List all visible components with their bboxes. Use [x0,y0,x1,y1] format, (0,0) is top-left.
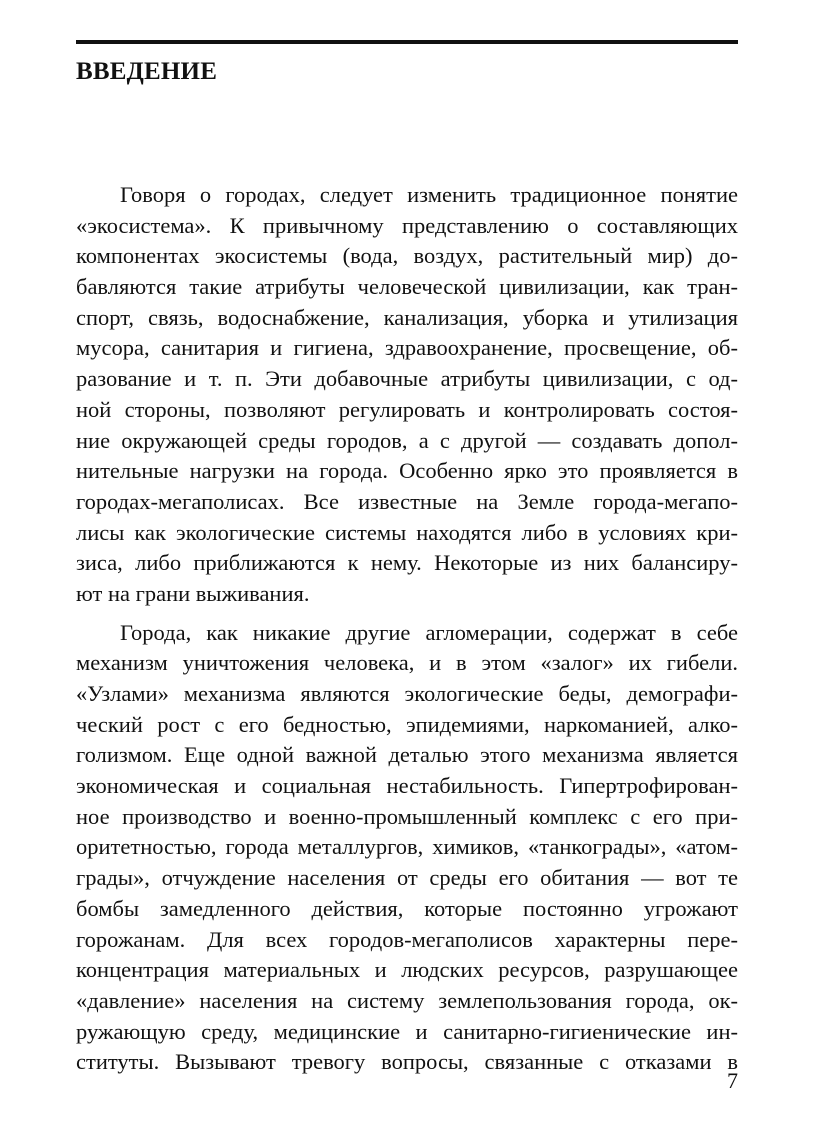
paragraph-gap [76,610,738,618]
text-line: компонентах экосистемы (вода, воздух, растительный мир) до- [76,243,738,269]
top-rule [76,40,738,44]
page-number: 7 [727,1068,738,1093]
text-line: ческий рост с его бедностью, эпидемиями, наркоманией, алко- [76,711,738,737]
chapter-title: ВВЕДЕНИЕ [76,58,218,85]
text-line: спорт, связь, водоснабжение, канализация, уборка и утилизация [76,304,738,330]
text-line: зиса, либо приближаются к нему. Некоторые из них балансиру- [76,550,738,576]
text-line: грады», отчуждение населения от среды его обитания — вот те [76,865,738,891]
text-line: экономическая и социальная нестабильность. Гипертрофирован- [76,773,738,799]
text-line: оритетностью, города металлургов, химиков, «танкограды», «атом- [76,834,738,860]
text-line: горожанам. Для всех городов-мегаполисов характерны пере- [76,926,738,952]
text-line: Города, как никакие другие агломерации, содержат в себе [120,619,738,645]
text-line: бомбы замедленного действия, которые постоянно угрожают [76,895,738,921]
text-line: бавляются такие атрибуты человеческой цивилизации, как тран- [76,274,738,300]
text-line: ной стороны, позволяют регулировать и контролировать состоя- [76,396,738,422]
text-line: ние окружающей среды городов, а с другой — создавать допол- [76,427,738,453]
text-line: концентрация материальных и людских ресурсов, разрушающее [76,957,738,983]
text-line: мусора, санитария и гигиена, здравоохранение, просвещение, об- [76,335,738,361]
text-line: ют на грани выживания. [76,580,310,606]
text-line: голизмом. Еще одной важной деталью этого механизма является [76,742,738,768]
text-line: Говоря о городах, следует изменить традиционное понятие [120,182,738,207]
text-line: ституты. Вызывают тревогу вопросы, связанные с отказами в [76,1049,738,1075]
text-line: механизм уничтожения человека, и в этом «залог» их гибели. [76,650,738,676]
body-text [76,180,738,1078]
text-line: «Узлами» механизма являются экологические беды, демографи- [76,681,738,706]
text-line: ружающую среду, медицинские и санитарно-гигиенические ин- [76,1018,738,1044]
text-line: городах-мегаполисах. Все известные на Земле города-мегапо- [76,488,738,514]
text-line: лисы как экологические системы находятся либо в условиях кри- [76,519,738,545]
text-line: «давление» населения на систему землепользования города, ок- [76,987,738,1013]
text-line: ное производство и военно-промышленный комплекс с его при- [76,803,738,829]
text-line: «экосистема». К привычному представлению о составляющих [76,212,738,238]
text-line: разование и т. п. Эти добавочные атрибуты цивилизации, с од- [76,366,738,392]
text-line: нительные нагрузки на города. Особенно ярко это проявляется в [76,458,738,484]
